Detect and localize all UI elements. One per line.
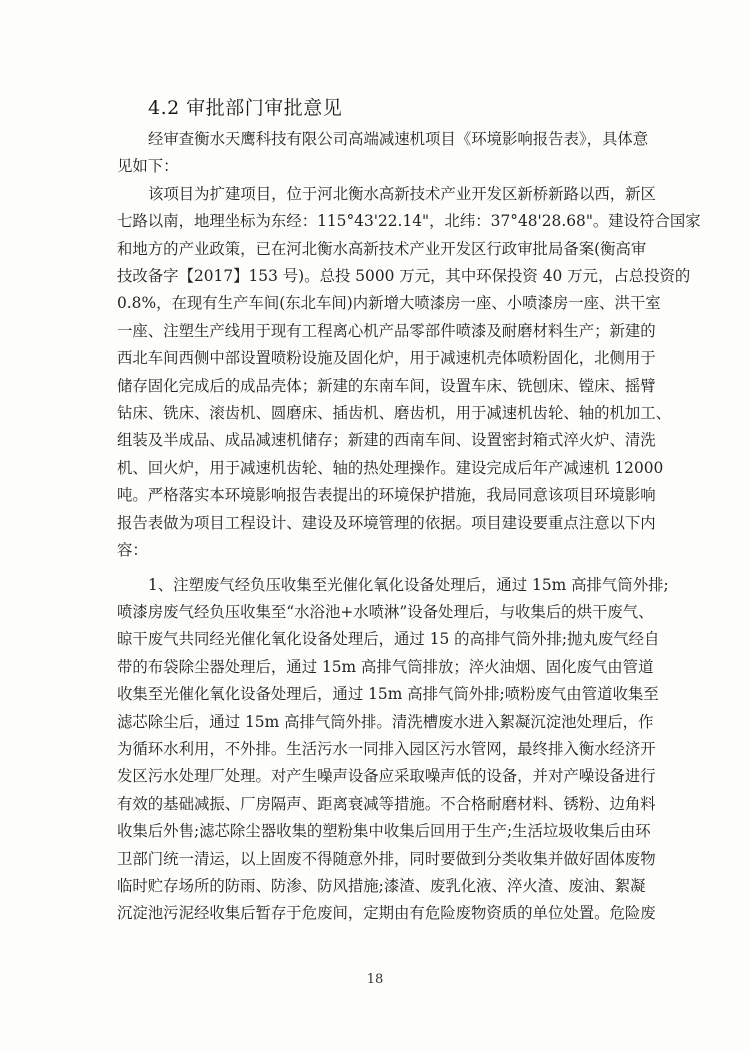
text-line: 储存固化完成后的成品壳体；新建的东南车间，设置车床、铣刨床、镗床、摇臂 (117, 376, 656, 395)
text-line: 0.8%，在现有生产车间(东北车间)内新增大喷漆房一座、小喷漆房一座、洪干室 (117, 294, 661, 313)
text-line: 容： (117, 541, 148, 560)
text-line: 滤芯除尘后，通过 15m 高排气筒外排。清洗槽废水进入絮凝沉淀池处理后，作 (117, 712, 654, 731)
text-line: 晾干废气共同经光催化氧化设备处理后，通过 15 的高排气筒外排;抛丸废气经自 (117, 630, 660, 649)
paragraph-requirement-1 (117, 572, 669, 928)
text-line: 有效的基础减振、厂房隔声、距离衰减等措施。不合格耐磨材料、锈粉、边角料 (117, 794, 656, 813)
text-line: 收集至光催化氧化设备处理后，通过 15m 高排气筒外排;喷粉废气由管道收集至 (117, 685, 659, 704)
text-line: 和地方的产业政策，已在河北衡水高新技术产业开发区行政审批局备案(衡高审 (117, 239, 647, 258)
text-line: 一座、注塑生产线用于现有工程离心机产品零部件喷漆及耐磨材料生产；新建的 (117, 321, 656, 340)
page-number: 18 (366, 972, 384, 987)
text-line: 见如下： (117, 157, 179, 176)
text-line: 发区污水处理厂处理。对产生噪声设备应采取噪声低的设备，并对产噪设备进行 (117, 767, 656, 786)
text-line: 收集后外售;滤芯除尘器收集的塑粉集中收集后回用于生产;生活垃圾收集后由环 (117, 822, 651, 841)
text-line: 吨。严格落实本环境影响报告表提出的环境保护措施，我局同意该项目环境影响 (117, 486, 656, 505)
text-line: 钻床、铣床、滚齿机、圆磨床、插齿机、磨齿机，用于减速机齿轮、轴的机加工、 (117, 404, 672, 423)
body-text (117, 126, 701, 928)
text-line: 沉淀池污泥经收集后暂存于危废间，定期由有危险废物资质的单位处置。危险废 (117, 904, 656, 923)
text-line: 1、注塑废气经负压收集至光催化氧化设备处理后，通过 15m 高排气筒外排; (148, 575, 669, 594)
text-line: 为循环水利用，不外排。生活污水一同排入园区污水管网，最终排入衡水经济开 (117, 739, 656, 758)
paragraph-gap (117, 565, 642, 572)
paragraph-project-description (117, 181, 701, 565)
paragraph-intro (117, 126, 649, 181)
text-line: 西北车间西侧中部设置喷粉设施及固化炉，用于减速机壳体喷粉固化，北侧用于 (117, 349, 656, 368)
text-line: 卫部门统一清运，以上固废不得随意外排，同时要做到分类收集并做好固体废物 (117, 849, 656, 868)
text-line: 带的布袋除尘器处理后，通过 15m 高排气筒排放；淬火油烟、固化废气由管道 (117, 657, 654, 676)
text-line: 七路以南，地理坐标为东经：115°43'22.14"，北纬：37°48'28.68"。建设符合国家 (117, 212, 701, 231)
text-line: 经审查衡水天鹰科技有限公司高端减速机项目《环境影响报告表》，具体意 (148, 130, 649, 148)
section-heading: 4.2 审批部门审批意见 (148, 97, 343, 119)
text-line: 报告表做为项目工程设计、建设及环境管理的依据。项目建设要重点注意以下内 (117, 513, 656, 532)
text-line: 喷漆房废气经负压收集至“水浴池+水喷淋”设备处理后，与收集后的烘干废气、 (117, 602, 654, 621)
text-line: 机、回火炉，用于减速机齿轮、轴的热处理操作。建设完成后年产减速机 12000 (117, 458, 664, 477)
text-line: 技改备字【2017】153 号)。总投 5000 万元，其中环保投资 40 万元，占总投资的 (117, 267, 691, 286)
text-line: 临时贮存场所的防雨、防渗、防风措施;漆渣、废乳化液、淬火渣、废油、絮凝 (117, 876, 646, 895)
text-line: 该项目为扩建项目，位于河北衡水高新技术产业开发区新桥新路以西，新区 (148, 184, 656, 203)
text-line: 组装及半成品、成品减速机储存；新建的西南车间、设置密封箱式淬火炉、清洗 (117, 431, 656, 450)
